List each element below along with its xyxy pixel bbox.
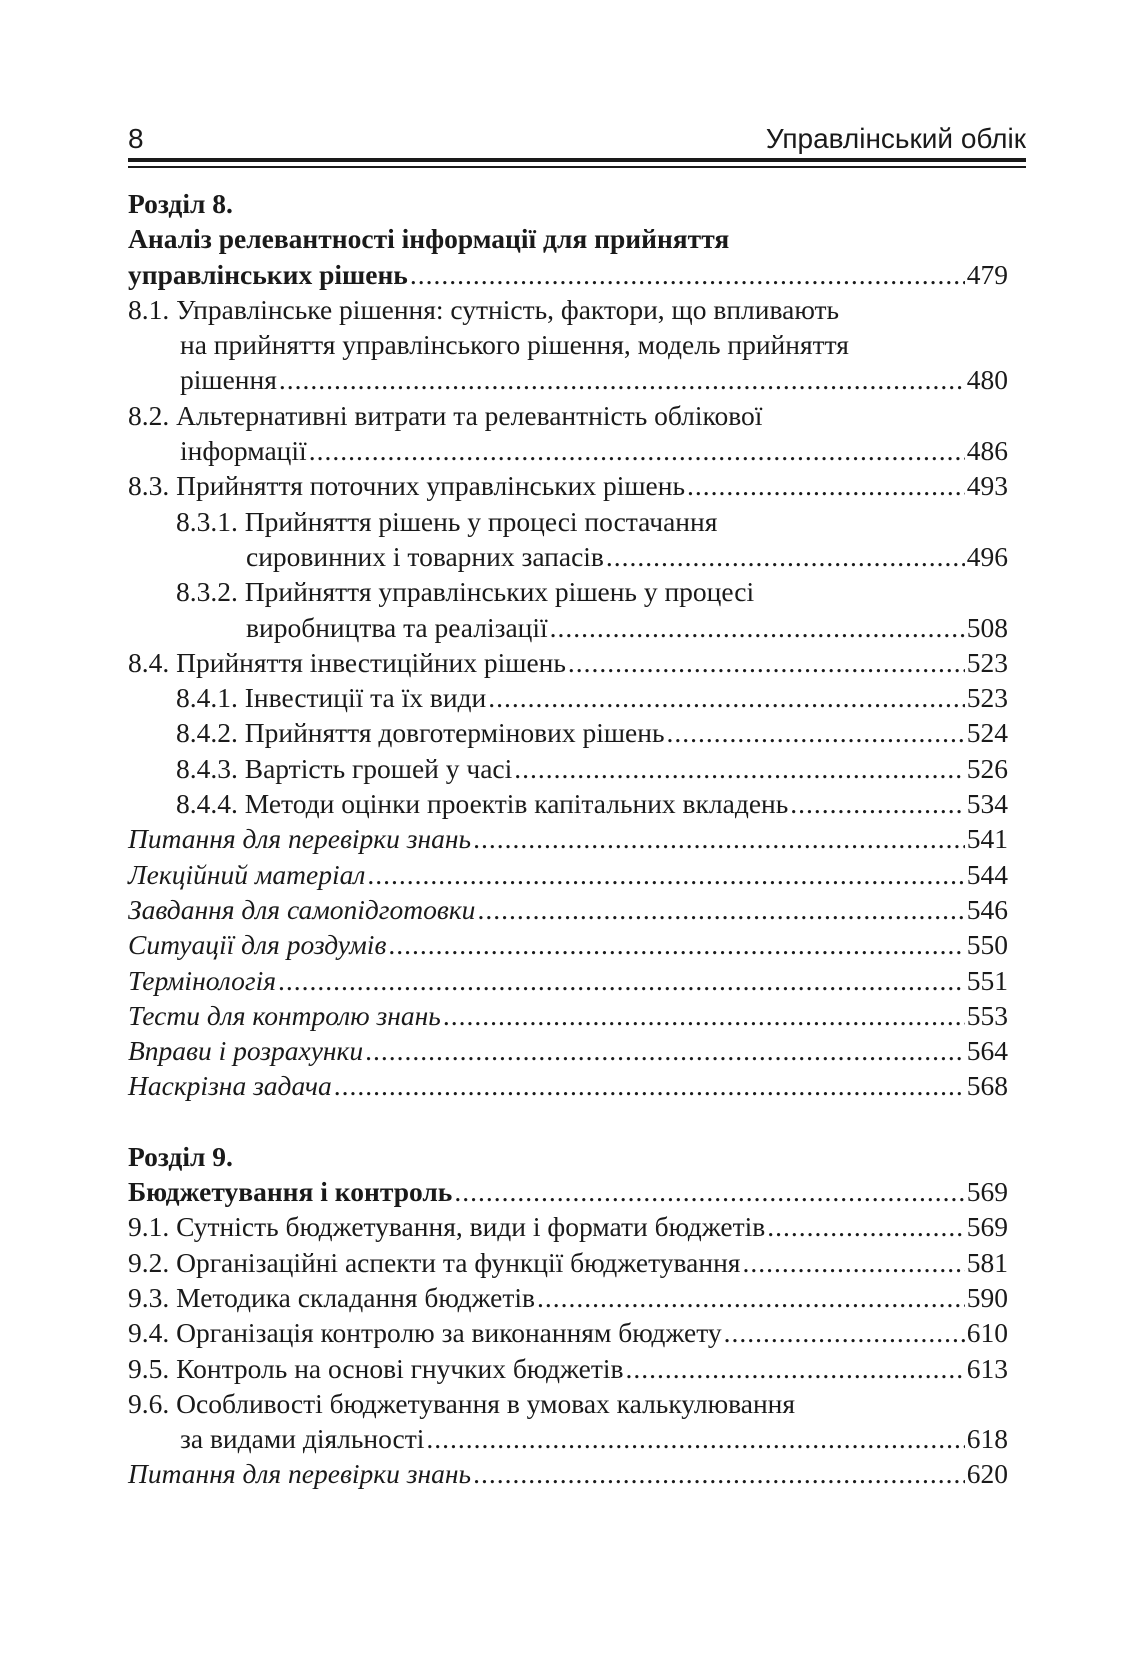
leader-dots xyxy=(410,257,965,292)
toc-item-8-4[interactable] xyxy=(128,645,1008,680)
page-ref: 564 xyxy=(966,1035,1008,1067)
toc-item-last-line xyxy=(128,362,1008,397)
toc-item-text: за видами діяльності xyxy=(180,1423,425,1455)
toc-extra-questions-9[interactable] xyxy=(128,1456,1008,1491)
toc-item-8-3-2[interactable] xyxy=(128,574,1008,645)
toc-item-8-2[interactable] xyxy=(128,398,1008,469)
leader-dots xyxy=(626,1351,965,1386)
page-ref: 493 xyxy=(966,470,1008,502)
leader-dots xyxy=(278,963,965,998)
page-ref: 550 xyxy=(966,929,1008,961)
toc-item-line: 8.3.2. Прийняття управлінських рішень у процесі xyxy=(176,576,755,608)
table-of-contents xyxy=(128,186,1008,1492)
header-rule-thin xyxy=(128,166,1026,168)
section-9-title: Бюджетування і контроль xyxy=(128,1176,453,1208)
toc-item-text: 9.3. Методика складання бюджетів xyxy=(128,1281,536,1313)
page-ref: 523 xyxy=(966,646,1008,678)
toc-item-9-2[interactable] xyxy=(128,1245,1008,1280)
page-ref: 620 xyxy=(966,1458,1008,1490)
toc-item-text: 9.5. Контроль на основі гнучких бюджетів xyxy=(128,1352,624,1384)
section-8-title-line1: Аналіз релевантності інформації для прийняття xyxy=(128,223,730,255)
toc-extra-terminology[interactable] xyxy=(128,963,1008,998)
toc-item-text: 8.4.3. Вартість грошей у часі xyxy=(176,752,513,784)
toc-item-last-line xyxy=(128,610,1008,645)
page-ref: 618 xyxy=(966,1423,1008,1455)
toc-item-line: 8.3.1. Прийняття рішень у процесі постачання xyxy=(176,505,718,537)
leader-dots xyxy=(724,1315,965,1350)
toc-item-text: Ситуації для роздумів xyxy=(128,929,387,961)
toc-item-text: 8.4.2. Прийняття довготермінових рішень xyxy=(176,717,665,749)
leader-dots xyxy=(279,362,965,397)
page-ref: 544 xyxy=(966,858,1008,890)
toc-item-text: Тести для контролю знань xyxy=(128,999,441,1031)
toc-item-last-line xyxy=(128,1421,1008,1456)
toc-item-line: на прийняття управлінського рішення, модель прийняття xyxy=(180,329,849,361)
leader-dots xyxy=(367,857,964,892)
section-8-label: Розділ 8. xyxy=(128,188,233,219)
running-title: Управлінський облік xyxy=(765,123,1026,154)
leader-dots xyxy=(790,786,964,821)
toc-item-text: 9.4. Організація контролю за виконанням бюджету xyxy=(128,1317,722,1349)
page-ref: 524 xyxy=(966,717,1008,749)
leader-dots xyxy=(388,927,964,962)
page-ref: 541 xyxy=(966,823,1008,855)
leader-dots xyxy=(365,1033,965,1068)
leader-dots xyxy=(488,680,964,715)
toc-item-text: рішення xyxy=(180,364,277,396)
toc-extra-lecture[interactable] xyxy=(128,857,1008,892)
toc-extra-questions[interactable] xyxy=(128,821,1008,856)
toc-item-text: 9.1. Сутність бюджетування, види і формати бюджетів xyxy=(128,1211,766,1243)
leader-dots xyxy=(473,1456,965,1491)
leader-dots xyxy=(514,751,965,786)
toc-item-9-4[interactable] xyxy=(128,1315,1008,1350)
toc-extra-tests[interactable] xyxy=(128,998,1008,1033)
page-ref: 553 xyxy=(966,999,1008,1031)
page-ref: 551 xyxy=(966,964,1008,996)
leader-dots xyxy=(477,892,964,927)
leader-dots xyxy=(742,1245,964,1280)
page-ref: 546 xyxy=(966,893,1008,925)
leader-dots xyxy=(473,821,965,856)
page-ref: 486 xyxy=(966,435,1008,467)
leader-dots xyxy=(426,1421,964,1456)
toc-item-8-1[interactable] xyxy=(128,292,1008,398)
toc-item-9-3[interactable] xyxy=(128,1280,1008,1315)
toc-item-8-4-3[interactable] xyxy=(128,751,1008,786)
section-8-title-entry[interactable] xyxy=(128,257,1008,292)
toc-extra-exercises[interactable] xyxy=(128,1033,1008,1068)
toc-item-text: 8.3. Прийняття поточних управлінських рішень xyxy=(128,470,686,502)
leader-dots xyxy=(454,1174,964,1209)
toc-item-text: Питання для перевірки знань xyxy=(128,823,472,855)
page-number: 8 xyxy=(128,123,144,154)
header-rule-thick xyxy=(128,158,1026,162)
toc-item-last-line xyxy=(128,433,1008,468)
section-gap xyxy=(128,1104,1008,1139)
leader-dots xyxy=(767,1209,965,1244)
toc-item-text: 8.4.1. Інвестиції та їх види xyxy=(176,682,487,714)
section-9-title-entry[interactable] xyxy=(128,1174,1008,1209)
toc-item-line: 8.1. Управлінське рішення: сутність, фактори, що впливають xyxy=(128,293,840,325)
leader-dots xyxy=(667,715,965,750)
toc-item-text: 9.2. Організаційні аспекти та функції бюджетування xyxy=(128,1246,741,1278)
toc-item-9-5[interactable] xyxy=(128,1351,1008,1386)
leader-dots xyxy=(443,998,965,1033)
toc-item-text: Вправи і розрахунки xyxy=(128,1035,364,1067)
page-ref: 610 xyxy=(966,1317,1008,1349)
leader-dots xyxy=(537,1280,965,1315)
toc-item-last-line xyxy=(128,539,1008,574)
page-ref: 526 xyxy=(966,752,1008,784)
toc-item-9-6[interactable] xyxy=(128,1386,1008,1457)
toc-item-text: сировинних і товарних запасів xyxy=(246,540,604,572)
toc-item-line: 8.2. Альтернативні витрати та релевантність облікової xyxy=(128,399,763,431)
toc-item-text: виробництва та реалізації xyxy=(246,611,548,643)
page-ref: 496 xyxy=(966,540,1008,572)
leader-dots xyxy=(550,610,965,645)
page-ref: 581 xyxy=(966,1246,1008,1278)
toc-item-8-3-1[interactable] xyxy=(128,504,1008,575)
toc-item-8-3[interactable] xyxy=(128,468,1008,503)
toc-item-text: Завдання для самопідготовки xyxy=(128,893,476,925)
toc-item-8-4-4[interactable] xyxy=(128,786,1008,821)
page-header xyxy=(128,118,1026,162)
toc-item-text: Термінологія xyxy=(128,964,277,996)
toc-item-line: 9.6. Особливості бюджетування в умовах калькулювання xyxy=(128,1387,796,1419)
toc-item-9-1[interactable] xyxy=(128,1209,1008,1244)
page-ref: 569 xyxy=(966,1211,1008,1243)
toc-item-text: Питання для перевірки знань xyxy=(128,1458,472,1490)
page-ref: 613 xyxy=(966,1352,1008,1384)
section-9-label: Розділ 9. xyxy=(128,1140,233,1172)
toc-extra-case[interactable] xyxy=(128,1068,1008,1103)
page-ref: 568 xyxy=(966,1070,1008,1102)
toc-item-8-4-2[interactable] xyxy=(128,715,1008,750)
leader-dots xyxy=(568,645,965,680)
toc-item-8-4-1[interactable] xyxy=(128,680,1008,715)
page-ref: 523 xyxy=(966,682,1008,714)
page-ref: 508 xyxy=(966,611,1008,643)
toc-item-text: Лекційний матеріал xyxy=(128,858,366,890)
toc-item-text: інформації xyxy=(180,435,307,467)
toc-item-text: 8.4.4. Методи оцінки проектів капітальних вкладень xyxy=(176,788,789,820)
page-ref: 479 xyxy=(966,258,1008,290)
leader-dots xyxy=(309,433,965,468)
toc-extra-situations[interactable] xyxy=(128,927,1008,962)
toc-item-text: Наскрізна задача xyxy=(128,1070,332,1102)
leader-dots xyxy=(334,1068,965,1103)
toc-item-text: 8.4. Прийняття інвестиційних рішень xyxy=(128,646,566,678)
page-ref: 569 xyxy=(966,1176,1008,1208)
page-ref: 480 xyxy=(966,364,1008,396)
page-ref: 590 xyxy=(966,1281,1008,1313)
toc-extra-self-study[interactable] xyxy=(128,892,1008,927)
leader-dots xyxy=(687,468,965,503)
section-8-title-line2: управлінських рішень xyxy=(128,258,408,290)
leader-dots xyxy=(606,539,965,574)
page-ref: 534 xyxy=(966,788,1008,820)
